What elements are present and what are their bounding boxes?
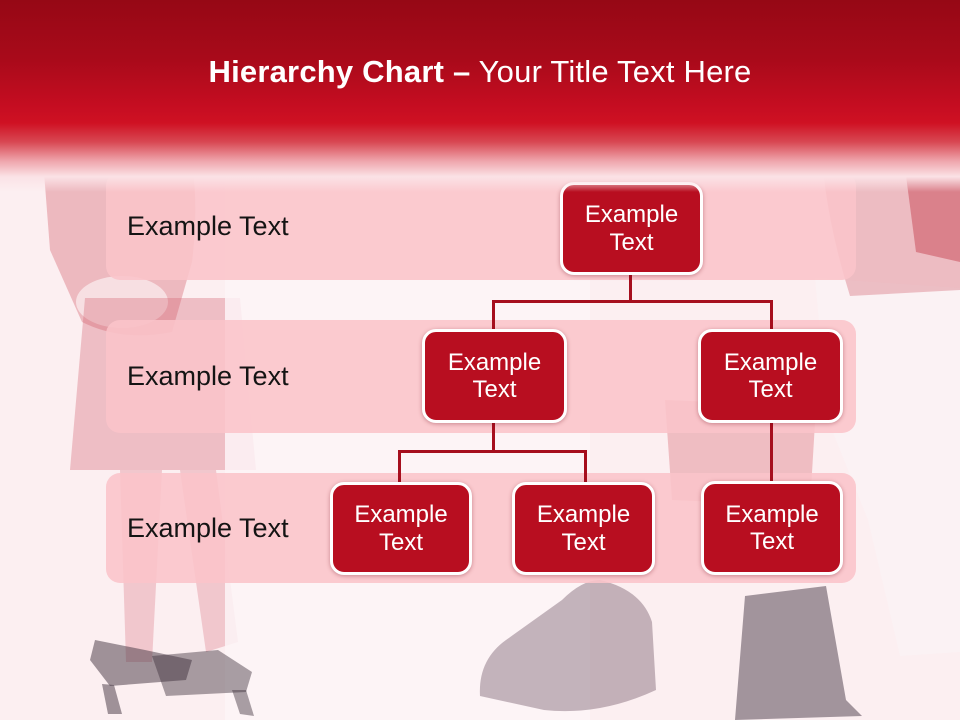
slide-title bbox=[0, 54, 960, 90]
org-node-root bbox=[560, 182, 703, 275]
slide-header bbox=[0, 0, 960, 192]
org-node-label: Example Text bbox=[584, 201, 679, 256]
title-bold-part: Hierarchy Chart bbox=[208, 54, 445, 89]
connector-to-node5 bbox=[584, 450, 587, 483]
title-separator: – bbox=[452, 54, 471, 89]
background-tall-boot bbox=[735, 586, 862, 720]
connector-level1-horizontal bbox=[492, 300, 773, 303]
org-node-label: Example Text bbox=[725, 500, 819, 555]
org-node-level2-right bbox=[698, 329, 843, 423]
org-node-label: Example Text bbox=[447, 348, 542, 403]
org-node-level2-left bbox=[422, 329, 567, 423]
connector-to-node2 bbox=[492, 300, 495, 330]
connector-root-drop bbox=[629, 275, 632, 303]
connector-node3-to-node6 bbox=[770, 423, 773, 482]
connector-to-node3 bbox=[770, 300, 773, 330]
row-label-3: Example Text bbox=[127, 512, 289, 543]
org-node-label: Example Text bbox=[536, 501, 631, 556]
org-node-level3-third bbox=[701, 481, 843, 575]
connector-level2-horizontal bbox=[398, 450, 587, 453]
row-label-1: Example Text bbox=[127, 210, 289, 241]
org-node-label: Example Text bbox=[723, 348, 818, 403]
connector-node2-drop bbox=[492, 423, 495, 453]
row-label-2: Example Text bbox=[127, 361, 289, 391]
org-node-level3-second bbox=[512, 482, 655, 575]
title-regular-part: Your Title Text Here bbox=[478, 54, 752, 89]
org-node-label: Example Text bbox=[354, 501, 448, 556]
org-node-level3-first bbox=[330, 482, 472, 575]
background-heel-spike bbox=[102, 684, 122, 714]
connector-to-node4 bbox=[398, 450, 401, 483]
